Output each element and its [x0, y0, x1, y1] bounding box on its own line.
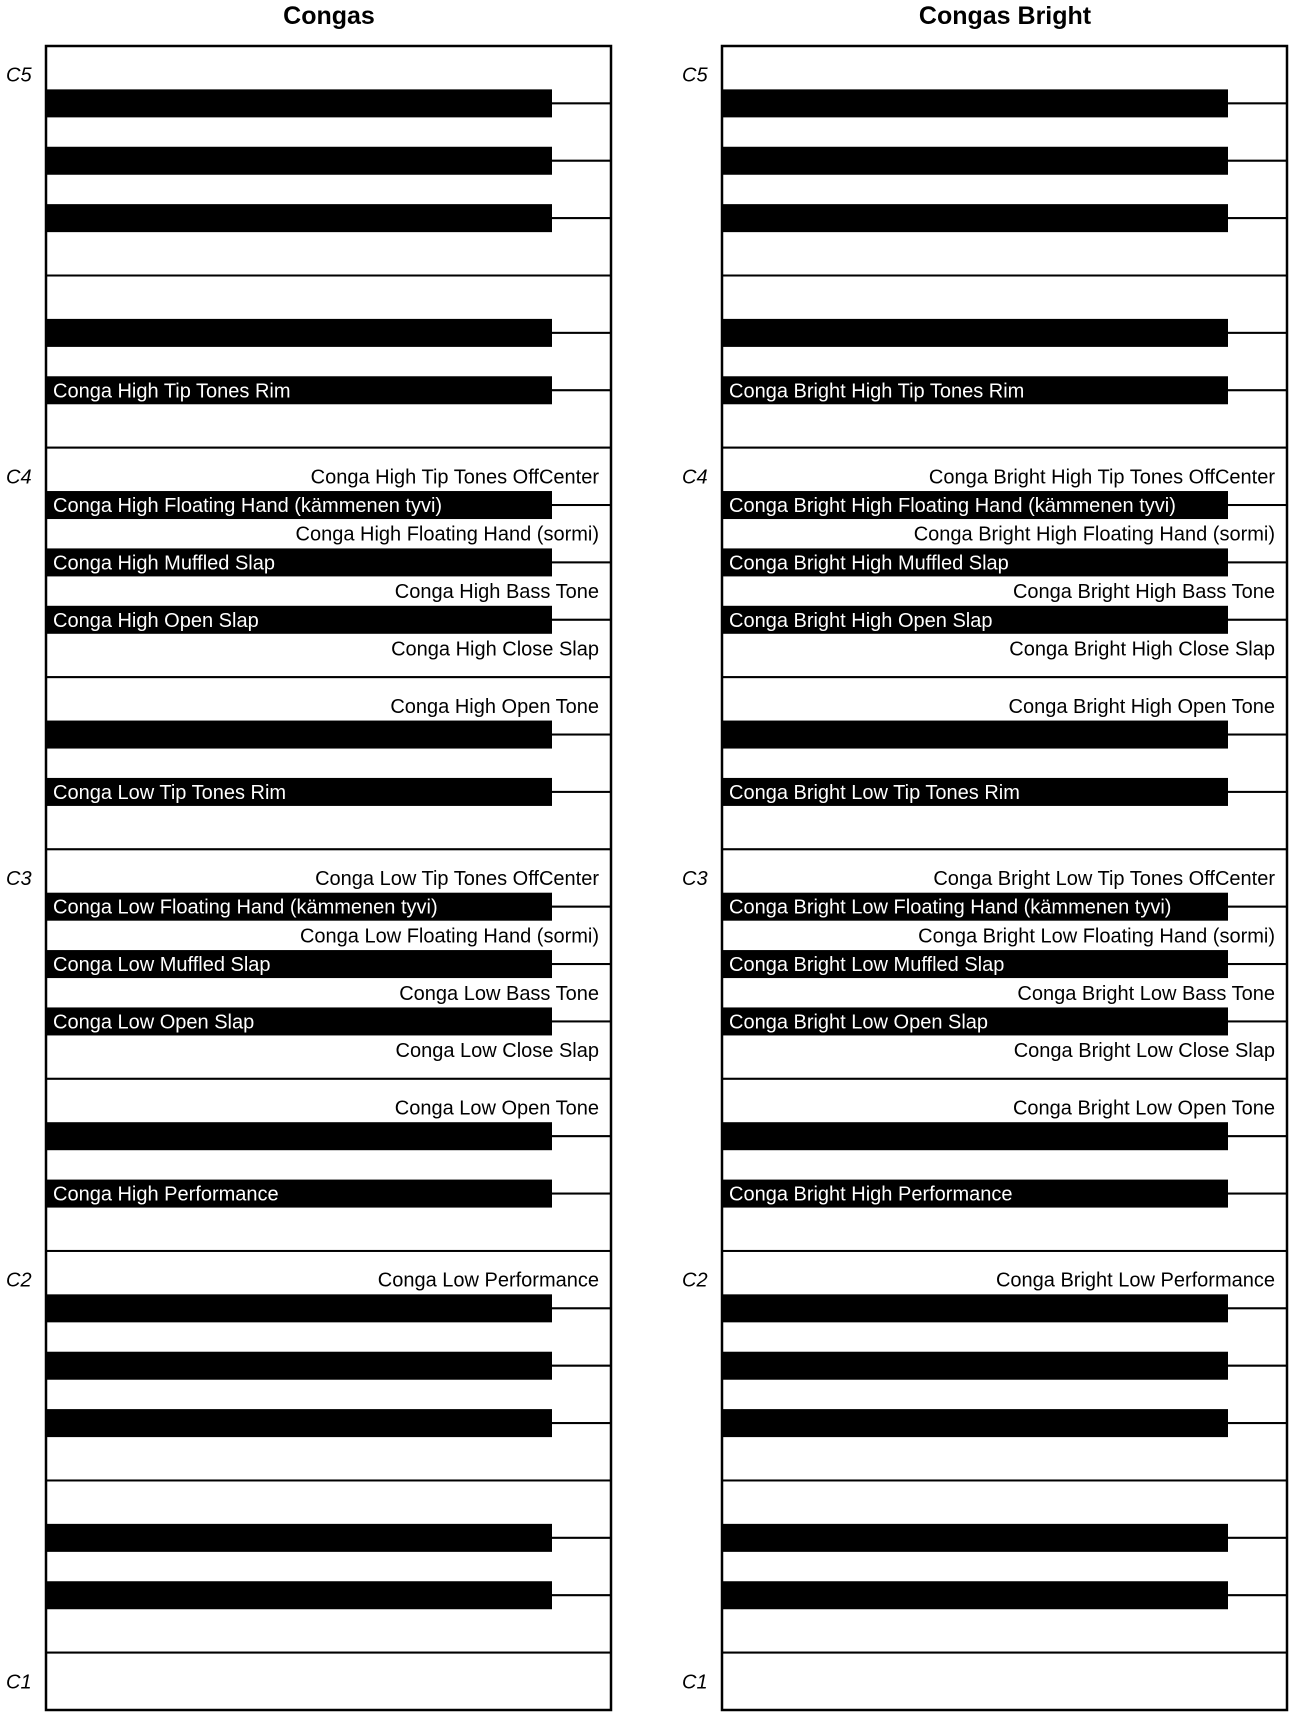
black-key-label: Conga Bright High Performance: [729, 1183, 1013, 1206]
octave-label-c3: C3: [682, 868, 708, 890]
octave-label-c4: C4: [6, 466, 32, 489]
keyboard-title: Congas: [283, 2, 375, 30]
black-key-label: Conga High Tip Tones Rim: [53, 380, 291, 403]
black-key-label: Conga Bright High Tip Tones Rim: [729, 380, 1025, 403]
black-key-f-sharp-1[interactable]: [722, 1409, 1228, 1437]
black-key-d-sharp-4[interactable]: [46, 319, 552, 347]
octave-label-c3: C3: [6, 868, 32, 890]
white-key-label: Conga Bright Low Bass Tone: [1017, 982, 1275, 1005]
black-key-label: Conga High Open Slap: [53, 609, 259, 632]
white-key-label: Conga High Bass Tone: [394, 581, 599, 604]
white-key-label: Conga Bright Low Close Slap: [1013, 1040, 1275, 1063]
black-key-label: Conga Bright High Floating Hand (kämmenen tyvi): [729, 495, 1176, 518]
black-key-a-sharp-1[interactable]: [722, 1294, 1228, 1322]
black-key-label: Conga High Floating Hand (kämmenen tyvi): [53, 495, 443, 518]
black-key-label: Conga Bright High Muffled Slap: [729, 552, 1009, 575]
black-key-label: Conga Low Tip Tones Rim: [53, 781, 287, 804]
white-key-label: Conga Low Bass Tone: [399, 982, 599, 1005]
white-key-label: Conga Bright High Floating Hand (sormi): [913, 523, 1275, 546]
white-key-c1[interactable]: [722, 1653, 1287, 1710]
white-key-label: Conga Low Tip Tones OffCenter: [315, 868, 599, 890]
black-key-label: Conga Bright Low Tip Tones Rim: [729, 781, 1020, 804]
black-key-label: Conga Low Open Slap: [53, 1011, 255, 1034]
black-key-f-sharp-1[interactable]: [46, 1409, 552, 1437]
black-key-g-sharp-1[interactable]: [722, 1352, 1228, 1380]
octave-label-c1: C1: [682, 1671, 708, 1694]
black-key-a-sharp-4[interactable]: [46, 89, 552, 117]
black-key-label: Conga Low Floating Hand (kämmenen tyvi): [53, 896, 438, 919]
black-key-a-sharp-4[interactable]: [722, 89, 1228, 117]
white-key-label: Conga Bright High Bass Tone: [1012, 581, 1275, 604]
white-key-label: Conga Bright Low Open Tone: [1012, 1097, 1275, 1120]
black-key-f-sharp-4[interactable]: [46, 204, 552, 232]
black-key-label: Conga High Performance: [53, 1183, 279, 1206]
black-key-a-sharp-1[interactable]: [46, 1294, 552, 1322]
white-key-label: Conga Low Close Slap: [395, 1040, 599, 1063]
black-key-d-sharp-1[interactable]: [722, 1524, 1228, 1552]
black-key-label: Conga Bright Low Muffled Slap: [729, 954, 1005, 977]
black-key-g-sharp-4[interactable]: [46, 147, 552, 175]
white-key-label: Conga Bright Low Floating Hand (sormi): [918, 925, 1275, 948]
black-key-d-sharp-3[interactable]: [46, 721, 552, 749]
octave-label-c2: C2: [682, 1269, 708, 1292]
white-key-label: Conga Bright High Close Slap: [1009, 638, 1275, 661]
white-key-label: Conga Bright High Open Tone: [1008, 695, 1275, 718]
white-key-label: Conga High Tip Tones OffCenter: [310, 466, 599, 489]
white-key-c1[interactable]: [46, 1653, 611, 1710]
white-key-label: Conga High Floating Hand (sormi): [295, 523, 599, 546]
black-key-d-sharp-2[interactable]: [722, 1122, 1228, 1150]
black-key-d-sharp-3[interactable]: [722, 721, 1228, 749]
octave-label-c1: C1: [6, 1671, 32, 1694]
octave-label-c4: C4: [682, 466, 708, 489]
black-key-label: Conga Bright Low Floating Hand (kämmenen tyvi): [729, 896, 1172, 919]
white-key-label: Conga Low Floating Hand (sormi): [299, 925, 599, 948]
black-key-c-sharp-1[interactable]: [722, 1581, 1228, 1609]
black-key-d-sharp-1[interactable]: [46, 1524, 552, 1552]
octave-label-c5: C5: [682, 64, 708, 87]
black-key-label: Conga Low Muffled Slap: [53, 954, 271, 977]
octave-label-c5: C5: [6, 64, 32, 87]
black-key-g-sharp-4[interactable]: [722, 147, 1228, 175]
white-key-label: Conga Low Open Tone: [394, 1097, 599, 1120]
white-key-label: Conga Bright Low Performance: [995, 1269, 1275, 1292]
white-key-label: Conga Bright High Tip Tones OffCenter: [928, 466, 1275, 489]
white-key-label: Conga Bright Low Tip Tones OffCenter: [933, 868, 1275, 890]
white-key-label: Conga High Open Tone: [390, 695, 599, 718]
octave-label-c2: C2: [6, 1269, 32, 1292]
keyboard-congas-bright: [682, 2, 1287, 1710]
black-key-label: Conga High Muffled Slap: [53, 552, 275, 575]
black-key-label: Conga Bright High Open Slap: [729, 609, 993, 632]
keyboard-title: Congas Bright: [918, 2, 1092, 30]
white-key-label: Conga Low Performance: [377, 1269, 599, 1292]
keyboard-congas: [6, 2, 611, 1710]
black-key-g-sharp-1[interactable]: [46, 1352, 552, 1380]
white-key-label: Conga High Close Slap: [391, 638, 599, 661]
black-key-d-sharp-4[interactable]: [722, 319, 1228, 347]
black-key-f-sharp-4[interactable]: [722, 204, 1228, 232]
black-key-d-sharp-2[interactable]: [46, 1122, 552, 1150]
black-key-label: Conga Bright Low Open Slap: [729, 1011, 989, 1034]
black-key-c-sharp-1[interactable]: [46, 1581, 552, 1609]
